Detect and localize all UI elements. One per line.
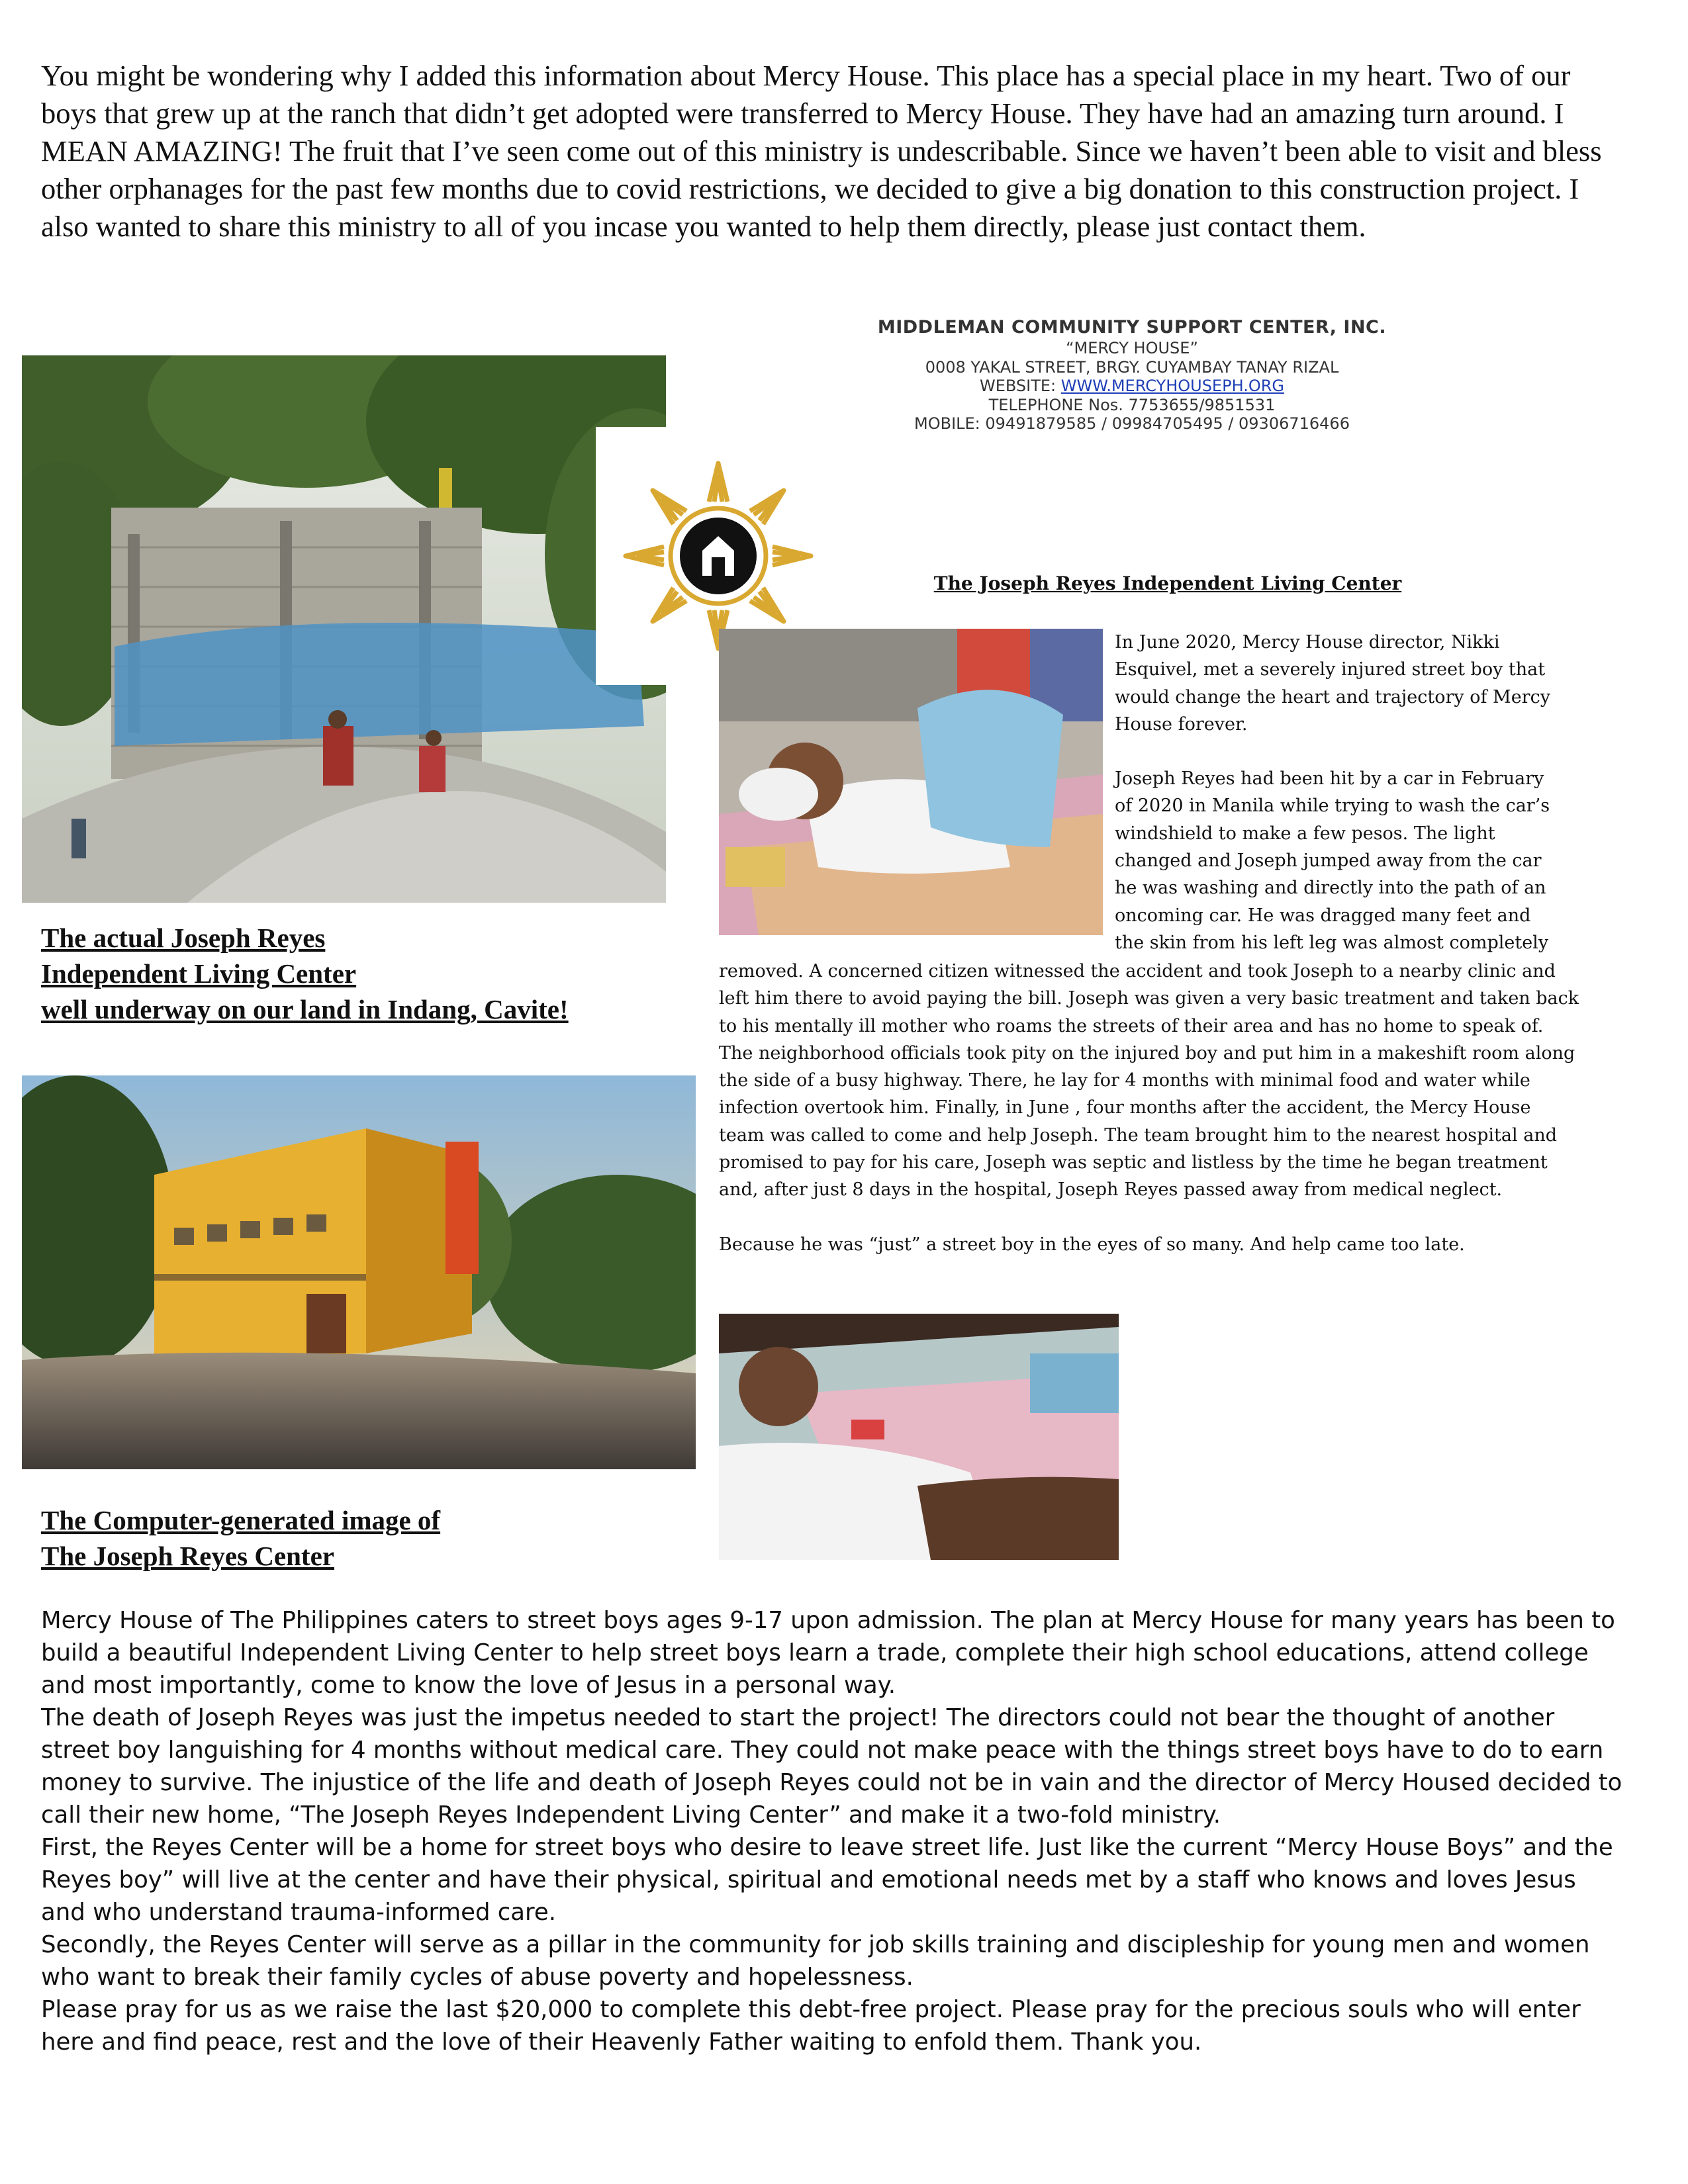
bottom-paragraph-3: First, the Reyes Center will be a home for street boys who desire to leave street life. Just like the current “Mercy House Boys” and the Reyes boy” will live at the center and have their physical, spiritual and emotional needs met by a staff who knows and loves Jesus and who understand trauma-informed care.	[41, 1834, 1613, 1926]
bottom-paragraph-1: Mercy House of The Philippines caters to street boys ages 9-17 upon admission. The plan at Mercy House for many years has been to build a beautiful Independent Living Center to help street boys learn a trade, complete their high school educations, attend college and most importantly, come to know the love of Jesus in a personal way.	[41, 1607, 1615, 1699]
org-mobile: MOBILE: 09491879585 / 09984705495 / 09306716466	[914, 414, 1350, 433]
org-website	[821, 377, 1443, 396]
center-rendering-image	[22, 1075, 696, 1469]
org-name: MIDDLEMAN COMMUNITY SUPPORT CENTER, INC.	[877, 317, 1387, 338]
story-paragraph-2-continued: removed. A concerned citizen witnessed the accident and took Joseph to a nearby clinic and left him there to avoid paying the bill. Joseph was given a very basic treatment and taken back to his mentally ill mother who roams the streets of their area and has no home to speak of. The neighborhood officials took pity on the injured boy and put him in a makeshift room along the side of a busy highway. There, he lay for 4 months with minimal food and water while infection overtook him. Finally, in June , four months after the accident, the Mercy House team was called to come and help Joseph. The team brought him to the nearest hospital and promised to pay for his care, Joseph was septic and listless by the time he began treatment and, after just 8 days in the hospital, Joseph Reyes passed away from medical neglect.	[719, 961, 1579, 1201]
story-narrow-column	[1115, 629, 1565, 956]
story-paragraph-2-start: Joseph Reyes had been hit by a car in February of 2020 in Manila while trying to wash the car’s windshield to make a few pesos. The light changed and Joseph jumped away from the car he was washing and directly into the path of an oncoming car. He was dragged many feet and the skin from his left leg was almost completely	[1115, 768, 1550, 953]
org-alias: “MERCY HOUSE”	[1066, 339, 1198, 357]
story-title: The Joseph Reyes Independent Living Center	[933, 572, 1402, 594]
story-wide-column	[719, 958, 1579, 1258]
rendering-caption	[41, 1502, 690, 1574]
rendering-caption-line-2: The Joseph Reyes Center	[41, 1541, 334, 1571]
construction-photo	[22, 355, 666, 903]
bottom-paragraph-2: The death of Joseph Reyes was just the impetus needed to start the project! The directors could not bear the thought of another street boy languishing for 4 months without medical care. They could not make peace with the things street boys have to do to earn money to survive. The injustice of the life and death of Joseph Reyes could not be in vain and the director of Mercy Housed decided to call their new home, “The Joseph Reyes Independent Living Center” and make it a two-fold ministry.	[41, 1704, 1622, 1829]
intro-section	[41, 57, 1603, 246]
boy-photo-1	[719, 629, 1103, 935]
intro-paragraph: You might be wondering why I added this information about Mercy House. This place has a special place in my heart. Two of our boys that grew up at the ranch that didn’t get adopted were transferred to Mercy House. They have had an amazing turn around. I MEAN AMAZING! The fruit that I’ve seen come out of this ministry is undescribable. Since we haven’t been able to visit and bless other orphanages for the past few months due to covid restrictions, we decided to give a big donation to this construction project. I also wanted to share this ministry to all of you incase you wanted to help them directly, please just contact them.	[41, 59, 1602, 243]
website-link[interactable]: WWW.MERCYHOUSEPH.ORG	[1060, 377, 1284, 395]
bottom-section	[41, 1604, 1623, 2058]
bottom-paragraph-5: Please pray for us as we raise the last $20,000 to complete this debt-free project. Please pray for the precious souls who will enter here and find peace, rest and the love of their Heavenly Father waiting to enfold them. Thank you.	[41, 1996, 1581, 2056]
org-address: 0008 YAKAL STREET, BRGY. CUYAMBAY TANAY RIZAL	[925, 357, 1339, 377]
org-telephone: TELEPHONE Nos. 7753655/9851531	[988, 395, 1276, 414]
story-paragraph-3: Because he was “just” a street boy in the eyes of so many. And help came too late.	[719, 1234, 1465, 1255]
letterhead	[821, 316, 1443, 433]
story-paragraph-1: In June 2020, Mercy House director, Nikki Esquivel, met a severely injured street boy that would change the heart and trajectory of Mercy House forever.	[1115, 632, 1550, 735]
construction-caption	[41, 920, 690, 1027]
construction-caption-line-1: The actual Joseph Reyes	[41, 923, 326, 953]
boy-photo-2	[719, 1314, 1119, 1560]
construction-caption-line-2: Independent Living Center	[41, 958, 357, 989]
bottom-paragraph-4: Secondly, the Reyes Center will serve as a pillar in the community for job skills training and discipleship for young men and women who want to break their family cycles of abuse poverty and hopelessness.	[41, 1931, 1590, 1991]
construction-caption-line-3: well underway on our land in Indang, Cavite!	[41, 994, 569, 1024]
rendering-caption-line-1: The Computer-generated image of	[41, 1505, 441, 1535]
website-label: WEBSITE:	[979, 377, 1061, 395]
